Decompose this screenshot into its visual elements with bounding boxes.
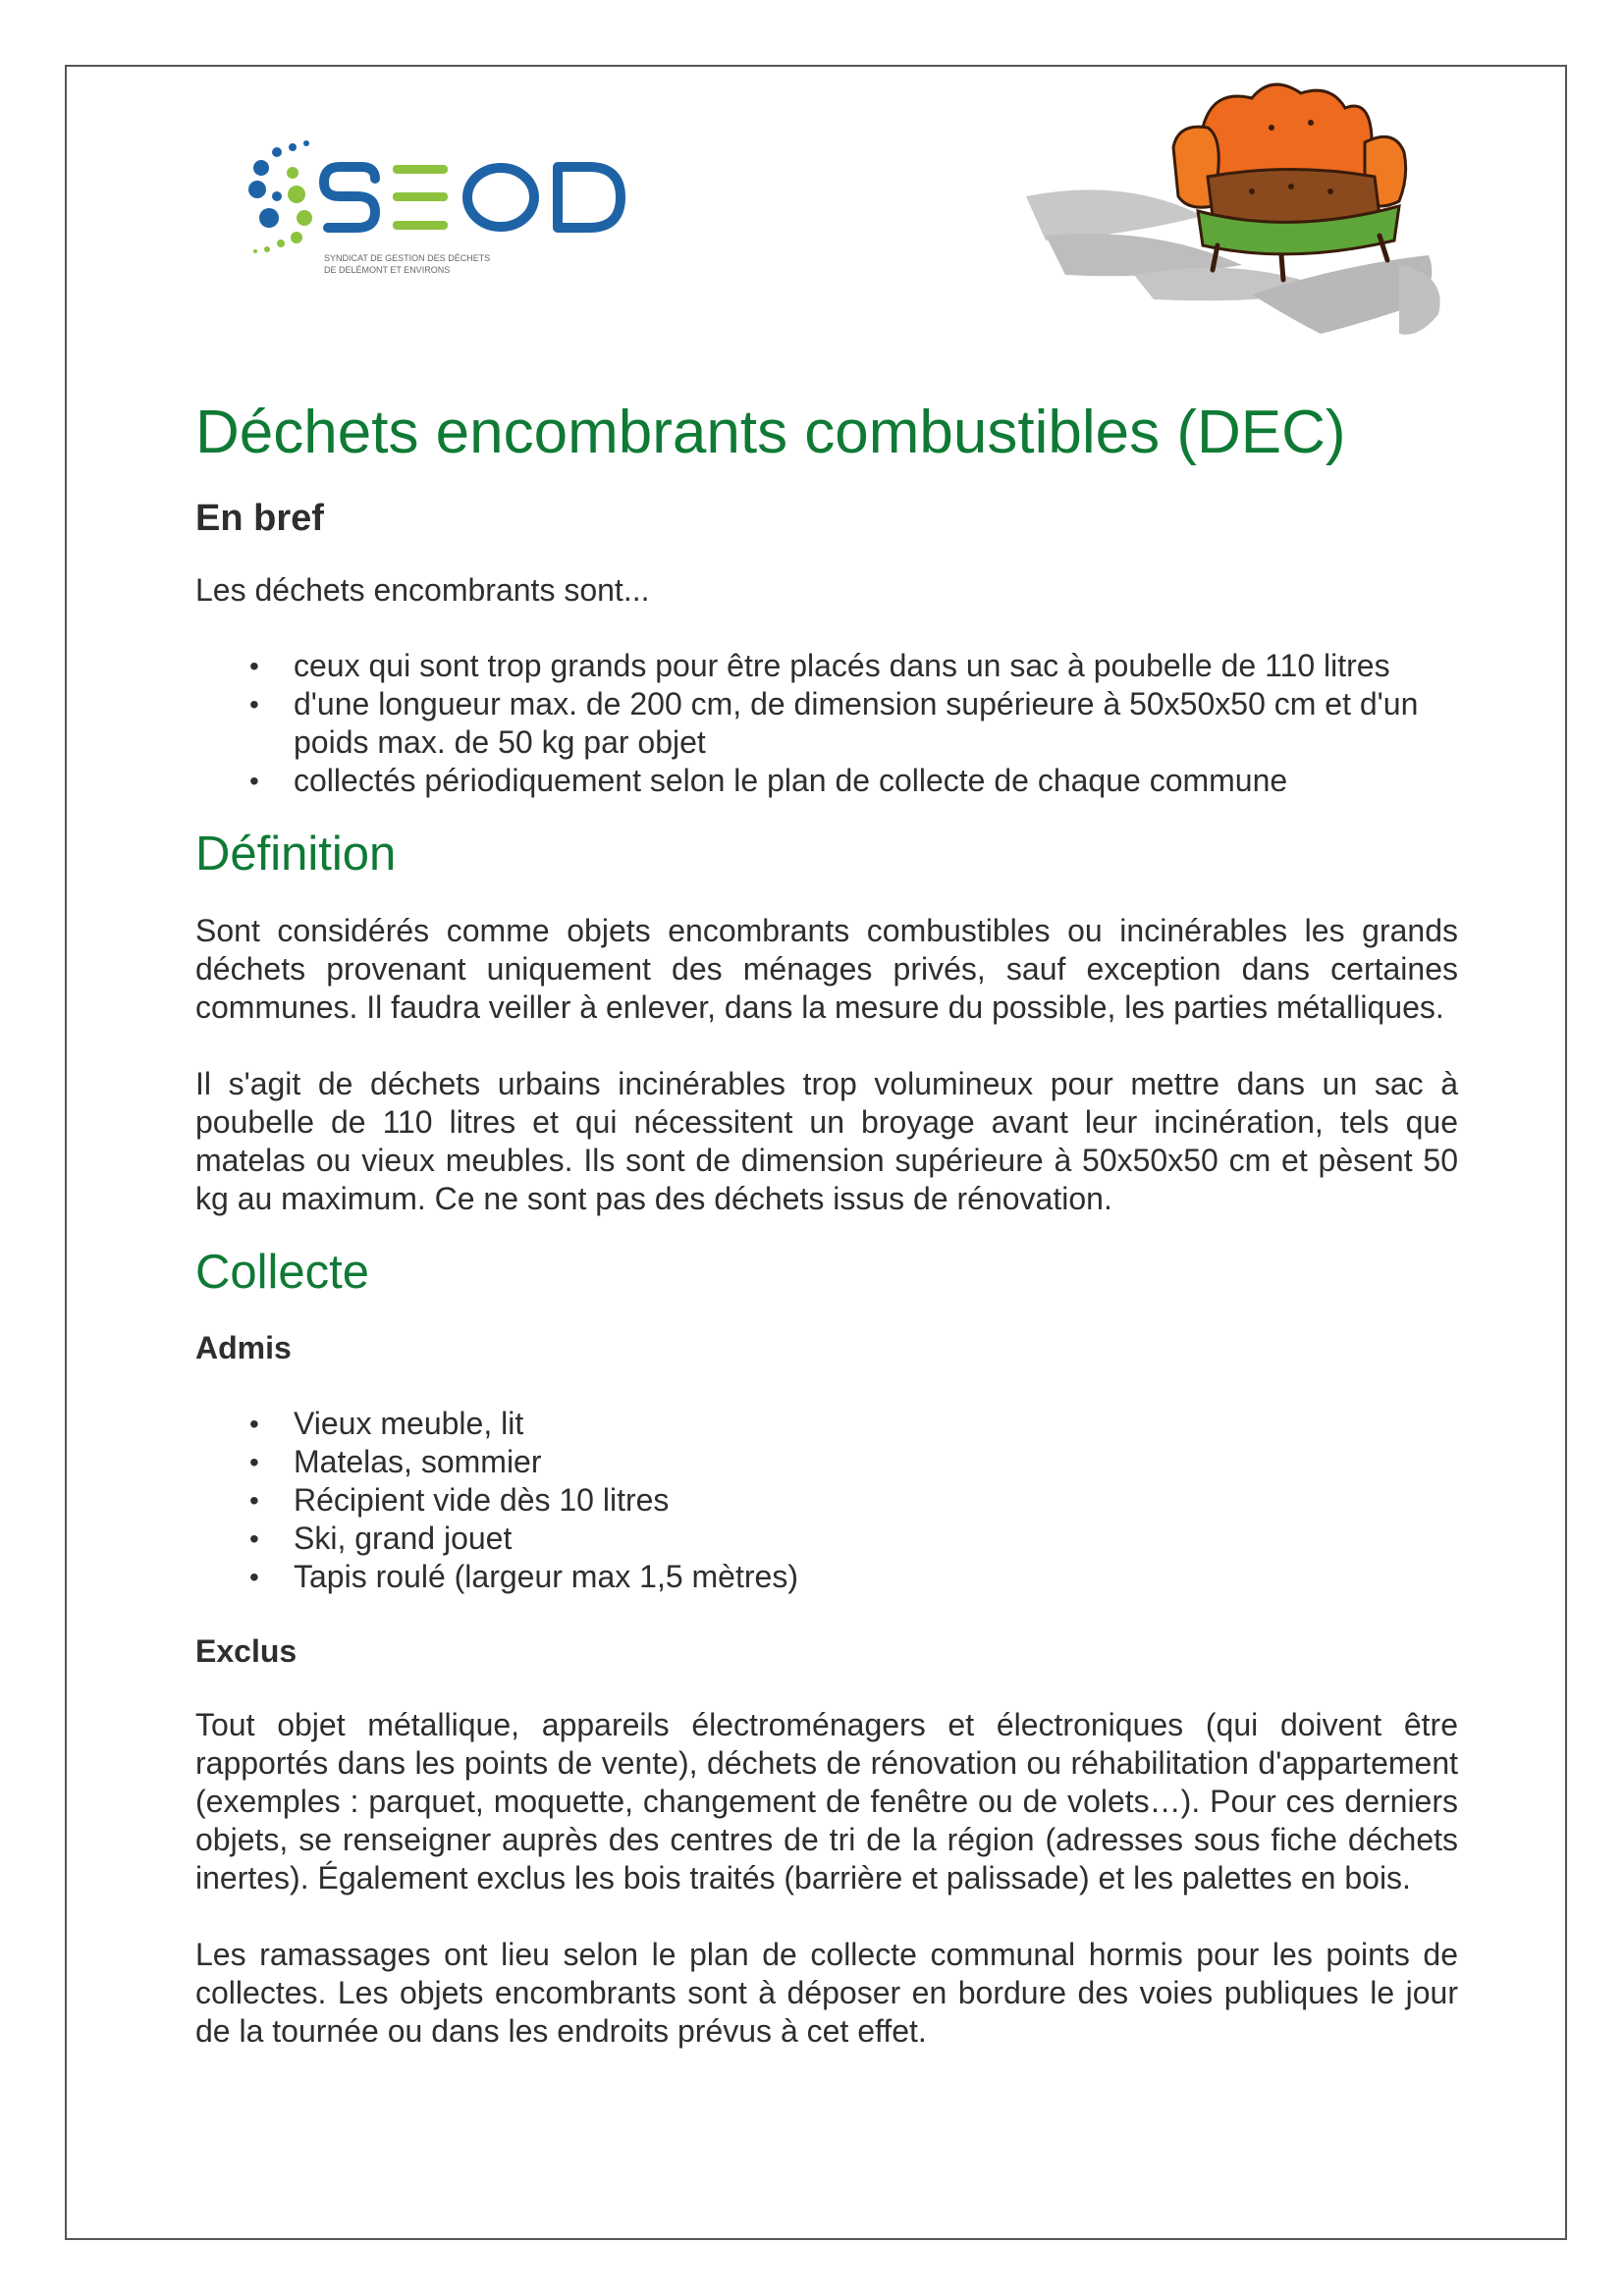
logo-subtitle-line2: DE DELÉMONT ET ENVIRONS [324,265,451,275]
en-bref-list [195,647,1458,800]
seod-logo [245,137,697,294]
logo-subtitle-line1: SYNDICAT DE GESTION DES DÉCHETS [324,253,491,263]
list-item: • collectés périodiquement selon le plan de collecte de chaque commune [249,763,1288,798]
list-item: • Matelas, sommier [249,1444,542,1479]
exclus-paragraph: Tout objet métallique, appareils électroménagers et électroniques (qui doivent être rapportés dans les points de vente), déchets de rénovation ou réhabilitation d'appartement (exemples : parquet, moquette, changement de fenêtre ou de volets…). Pour ces derniers objets, se renseigner auprès des centres de tri de la région (adresses sous fiche déchets inertes). Également exclus les bois traités (barrière et palissade) et les palettes en bois. [195,1707,1458,1896]
sofa-illustration [1006,69,1468,348]
list-item: • Récipient vide dès 10 litres [249,1482,670,1518]
definition-paragraph-2: Il s'agit de déchets urbains incinérables trop volumineux pour mettre dans un sac à poubelle de 110 litres et qui nécessitent un broyage avant leur incinération, tels que matelas ou vieux meubles. Ils sont de dimension supérieure à 50x50x50 cm et pèsent 50 kg au maximum. Ce ne sont pas des déchets issus de rénovation. [195,1066,1458,1216]
section-heading-en-bref: En bref [195,498,324,539]
collecte-closing-paragraph: Les ramassages ont lieu selon le plan de collecte communal hormis pour les points de collectes. Les objets encombrants sont à déposer en bordure des voies publiques le jour de la tournée ou dans les endroits prévus à cet effet. [195,1937,1458,2049]
document-body [195,393,1458,2051]
subheading-exclus: Exclus [195,1633,298,1669]
subheading-admis: Admis [195,1330,292,1365]
list-item: • Vieux meuble, lit [249,1406,524,1441]
admis-list [195,1405,1458,1596]
document-title: Déchets encombrants combustibles (DEC) [195,399,1346,466]
section-heading-definition: Définition [195,828,397,881]
list-item: • Ski, grand jouet [249,1521,513,1556]
list-item: • ceux qui sont trop grands pour être placés dans un sac à poubelle de 110 litres [249,648,1390,683]
section-heading-collecte: Collecte [195,1246,370,1299]
definition-paragraph-1: Sont considérés comme objets encombrants combustibles ou incinérables les grands déchets provenant uniquement des ménages privés, sauf exception dans certaines communes. Il faudra veiller à enlever, dans la mesure du possible, les parties métalliques. [195,913,1458,1025]
en-bref-intro: Les déchets encombrants sont... [195,572,650,608]
list-item: • Tapis roulé (largeur max 1,5 mètres) [249,1559,798,1594]
list-item: • d'une longueur max. de 200 cm, de dimension supérieure à 50x50x50 cm et d'un poids max. de 50 kg par objet [249,686,1419,760]
